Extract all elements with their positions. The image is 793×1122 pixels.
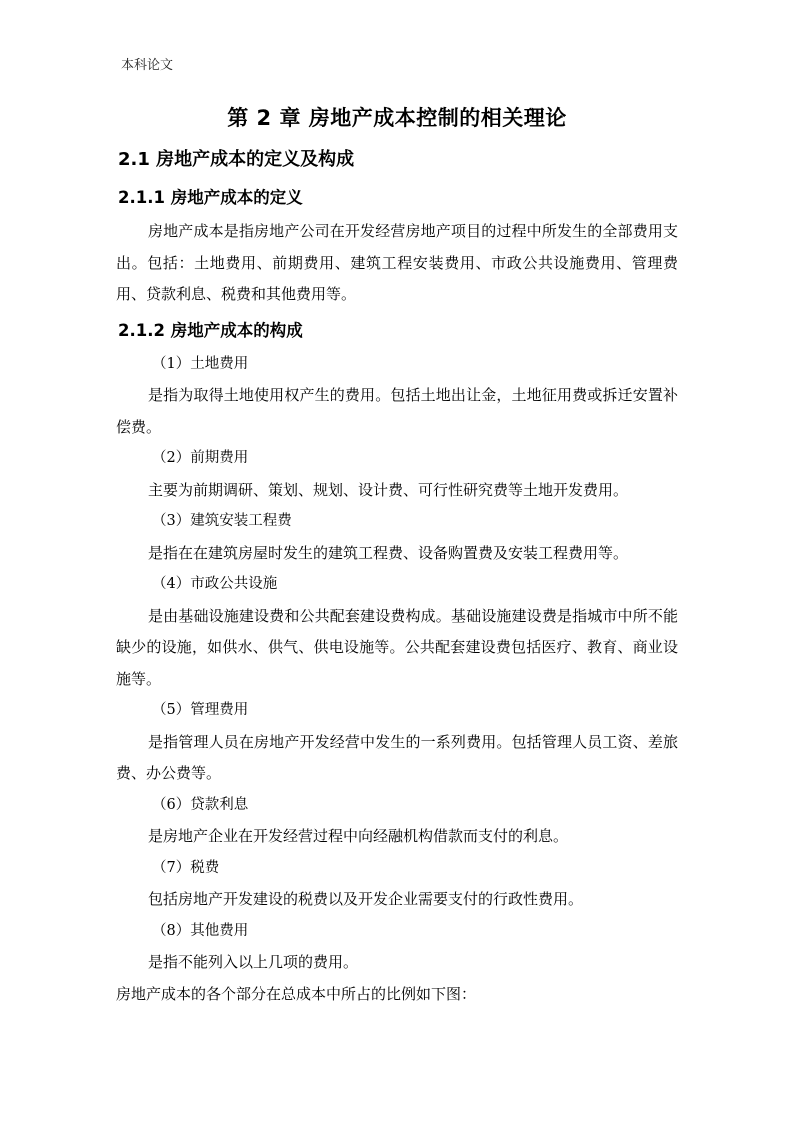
cost-item-label: （8）其他费用 (152, 922, 249, 939)
cost-item-label: （2）前期费用 (152, 450, 249, 466)
page-body (116, 96, 678, 1010)
page-header: 本科论文 (121, 58, 174, 73)
cost-item-text: 是房地产企业在开发经营过程中向经融机构借款而支付的利息。 (148, 827, 569, 845)
section-heading-2-1-2: 2.1.2 房地产成本的构成 (118, 320, 303, 340)
definition-paragraph: 房地产成本是指房地产公司在开发经营房地产项目的过程中所发生的全部费用支出。包括：土地费用、前期费用、建筑工程安装费用、市政公共设施费用、管理费用、贷款利息、税费和其他费用等。 (116, 222, 678, 303)
cost-item-text: 是由基础设施建设费和公共配套建设费构成。基础设施建设费是指城市中所不能缺少的设施，如供水、供气、供电设施等。公共配套建设费包括医疗、教育、商业设施等。 (116, 606, 678, 688)
cost-item-text: 包括房地产开发建设的税费以及开发企业需要支付的行政性费用。 (148, 890, 584, 908)
cost-item-label: （1）土地费用 (152, 355, 249, 372)
cost-item-label: （5）管理费用 (152, 702, 249, 718)
cost-item-text: 是指管理人员在房地产开发经营中发生的一系列费用。包括管理人员工资、差旅费、办公费等。 (116, 732, 678, 782)
cost-item-label: （3）建筑安装工程费 (152, 513, 292, 529)
cost-item-text: 是指不能列入以上几项的费用。 (148, 953, 359, 971)
header-rule (116, 77, 676, 78)
chapter-title: 第 2 章 房地产成本控制的相关理论 (227, 106, 567, 130)
cost-item-text: 主要为前期调研、策划、规划、设计费、可行性研究费等土地开发费用。 (148, 480, 629, 499)
closing-paragraph: 房地产成本的各个部分在总成本中所占的比例如下图： (116, 984, 477, 1003)
cost-item-text: 是指为取得土地使用权产生的费用。包括土地出让金，土地征用费或拆迁安置补偿费。 (116, 386, 678, 436)
cost-item-label: （6）贷款利息 (152, 796, 249, 813)
cost-item-text: 是指在在建筑房屋时发生的建筑工程费、设备购置费及安装工程费用等。 (148, 543, 629, 562)
section-heading-2-1-1: 2.1.1 房地产成本的定义 (118, 188, 303, 207)
section-heading-2-1: 2.1 房地产成本的定义及构成 (118, 149, 355, 170)
cost-item-label: （4）市政公共设施 (152, 576, 278, 592)
cost-item-label: （7）税费 (152, 859, 220, 876)
